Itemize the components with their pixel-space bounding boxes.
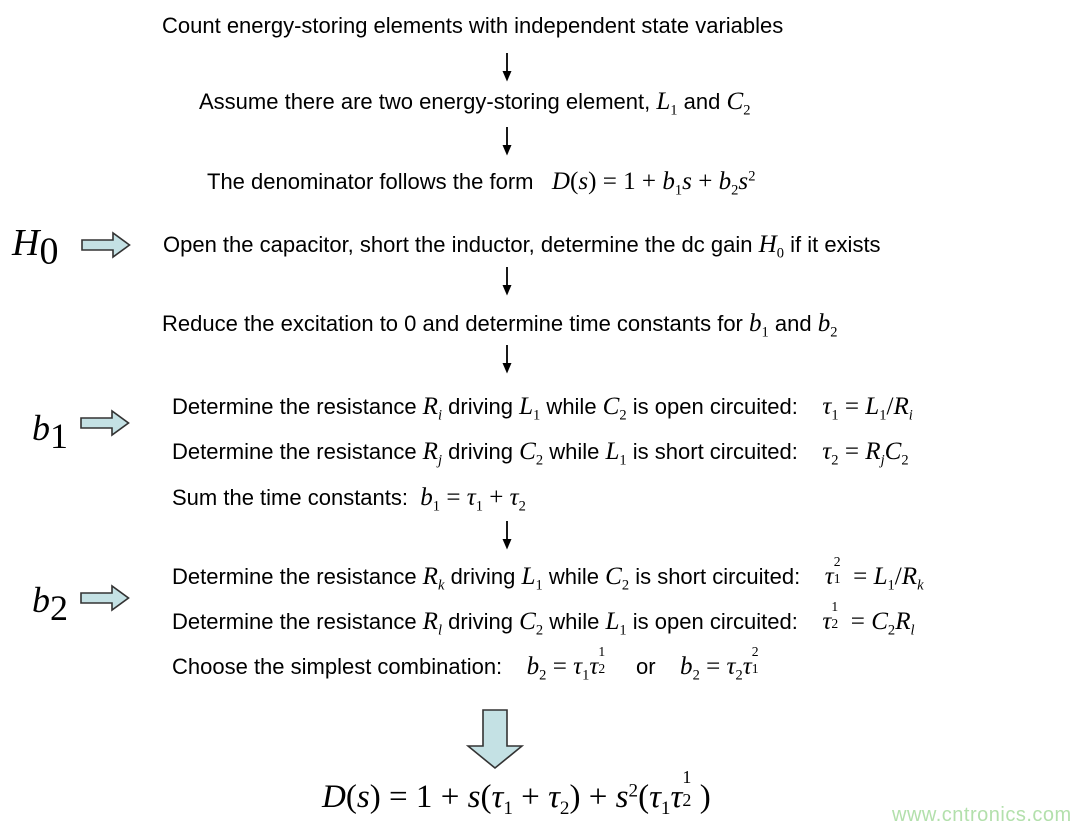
b1-label: $b_1$ (32, 408, 68, 457)
step-reduce-excitation: Reduce the excitation to 0 and determine time constants for $b_1$ and $b_2$ (162, 310, 838, 341)
block-arrow-right-icon (81, 231, 131, 259)
h0-label: $H_0$ (12, 222, 59, 273)
block-arrow-right-icon (80, 409, 130, 437)
watermark-text: www.cntronics.com (892, 804, 1072, 826)
block-arrow-right-icon (80, 584, 130, 612)
down-arrow-icon (500, 520, 514, 550)
b2-step-choose-combination: Choose the simplest combination: $b_2 = \tau_1\tau$ 1 2 or $b_2 = \tau_2\tau$ 2 1 (172, 643, 759, 684)
step-denominator-form: The denominator follows the form $D(s) = 1 + b_1s + b_2s^2$ (207, 168, 756, 199)
final-denominator-equation: $D(s) = 1 + s(\tau_1 + \tau_2) + s^2(\tau_1\tau$ 1 2 ) (322, 767, 711, 819)
b1-step-resistance-ri: Determine the resistance $R_i$ driving $L_1$ while $C_2$ is open circuited: $\tau_1 = L_1/R_i$ (172, 393, 913, 424)
block-arrow-down-icon (466, 709, 524, 770)
down-arrow-icon (500, 344, 514, 374)
down-arrow-icon (500, 126, 514, 156)
b2-step-resistance-rl: Determine the resistance $R_l$ driving $C_2$ while $L_1$ is open circuited: τ 1 2 = $C_2R_l$ (172, 598, 915, 639)
b2-step-resistance-rk: Determine the resistance $R_k$ driving $L_1$ while $C_2$ is short circuited: τ 2 1 = $L_1/R_k$ (172, 553, 924, 594)
down-arrow-icon (500, 266, 514, 296)
b2-label: $b_2$ (32, 580, 68, 629)
step-dc-gain: Open the capacitor, short the inductor, determine the dc gain $H_0$ if it exists (163, 231, 881, 262)
b1-step-resistance-rj: Determine the resistance $R_j$ driving $C_2$ while $L_1$ is short circuited: $\tau_2 = R_jC_2$ (172, 438, 909, 469)
step-count-elements: Count energy-storing elements with independent state variables (162, 13, 784, 38)
b1-step-sum-time-constants: Sum the time constants: $b_1 = \tau_1 + \tau_2$ (172, 484, 526, 515)
down-arrow-icon (500, 52, 514, 82)
step-assume-two-elements: Assume there are two energy-storing element, $L_1$ and $C_2$ (199, 88, 751, 119)
